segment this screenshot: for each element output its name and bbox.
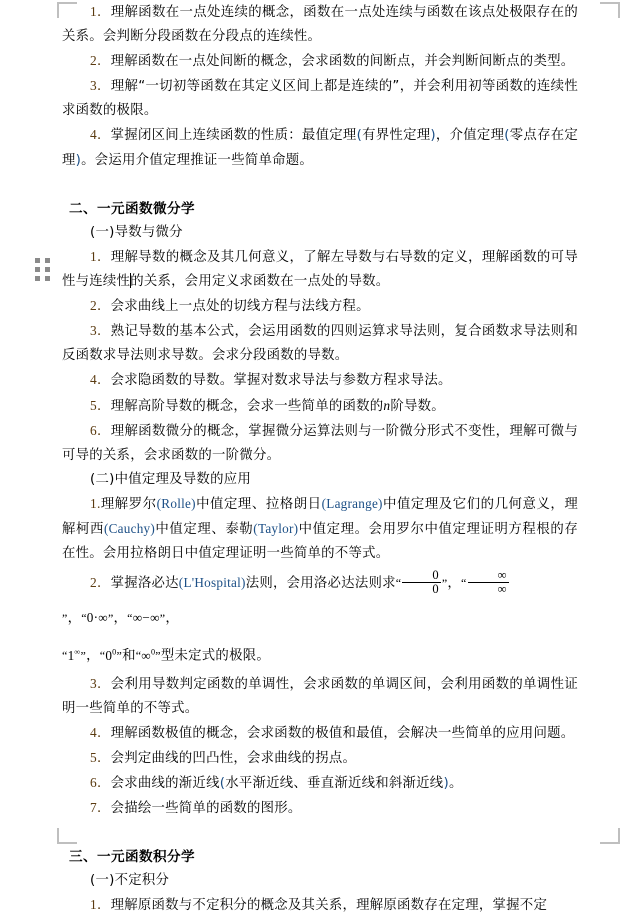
item-text-segment: 。	[448, 775, 463, 791]
item-text-segment: 。会运用介值定理推证一些简单命题。	[81, 152, 314, 168]
drag-dot	[45, 276, 50, 281]
list-item	[62, 319, 578, 368]
item-text: 理解函数极值的概念，会求函数的极值和最值，会解决一些简单的应用问题。	[110, 725, 575, 741]
item-text-segment: 中值定理、泰勒	[155, 521, 254, 537]
page-corner-mark-top-right	[600, 2, 620, 18]
item-text: 熟记导数的基本公式，会运用函数的四则运算求导法则，复合函数求导法则和反函数求导法则求导数。会求分段函数的导数。	[62, 324, 578, 364]
item-number: 4．	[90, 724, 111, 740]
item-number: 4．	[90, 127, 111, 143]
latin-term: (Taylor)	[253, 520, 299, 536]
quote-close: ”	[80, 648, 87, 663]
item-text-segment: 型未定式的极限。	[160, 648, 270, 664]
quote-open: “	[395, 576, 402, 591]
indeterminate-form-fraction	[402, 569, 441, 596]
section-heading-3: 三、一元函数积分学	[69, 849, 195, 866]
joiner-text: 和	[122, 648, 136, 664]
item-text-segment: 阶导数。	[390, 398, 445, 414]
quote-open: “	[127, 611, 133, 626]
fraction-denominator: ∞	[468, 582, 509, 596]
paragraph-spacer	[62, 821, 578, 845]
item-number: 2．	[90, 53, 111, 69]
latin-term: (Rolle)	[156, 495, 196, 511]
drag-dot	[35, 267, 40, 272]
item-text: 会描绘一些简单的函数的图形。	[110, 801, 302, 817]
paren-open: (	[504, 128, 510, 144]
list-item	[62, 74, 578, 123]
paren-content: 零点存在定理	[62, 128, 579, 168]
item-text-segment: 理解高阶导数的概念，会求一些简单的函数的	[110, 398, 384, 414]
power-exponent: 0	[150, 647, 156, 657]
item-text-segment: 法则，会用洛必达法则求	[245, 576, 396, 592]
quote-close: ”	[441, 576, 448, 591]
quote-open: “	[135, 648, 142, 663]
list-item	[62, 721, 578, 746]
item-text-segment: 会求曲线的渐近线	[110, 775, 220, 791]
drag-dot	[35, 258, 40, 263]
power-exponent: ∞	[74, 647, 81, 657]
item-text: 会利用导数判定函数的单调性，会求函数的单调区间，会利用函数的单调性证明一些简单的不等式。	[62, 676, 578, 716]
item-number: 3．	[90, 78, 111, 94]
list-item	[62, 123, 578, 172]
latin-term: (L'Hospital)	[178, 575, 246, 591]
paren-content: 有界性定理	[362, 128, 431, 144]
quote-close: ”	[62, 611, 68, 626]
item-text-segment: 的关系，会用定义求函数在一点处的导数。	[130, 274, 390, 290]
list-item	[62, 893, 578, 918]
indeterminate-form: ∞−∞	[132, 610, 160, 626]
item-number: 6．	[90, 422, 111, 438]
quote-open: “	[461, 576, 467, 591]
quote-open: “	[81, 611, 87, 626]
page-corner-mark-bottom-right	[600, 828, 620, 844]
item-text-segment: 掌握闭区间上连续函数的性质：最值定理	[110, 128, 357, 144]
power-exponent: 0	[112, 647, 117, 657]
item-text: 理解函数在一点处连续的概念，函数在一点处连续与函数在该点处极限存在的关系。会判断分段函数在分段点的连续性。	[62, 5, 578, 45]
math-variable: n	[383, 397, 391, 413]
item-text-segment: 中值定理及它们的几何意义，理解柯西	[62, 496, 579, 537]
list-item	[62, 368, 578, 393]
paren-content: 水平渐近线、垂直渐近线和斜渐近线	[225, 775, 444, 791]
item-text-segment: 理解罗尔	[100, 496, 157, 512]
item-text-segment: 中值定理、拉格朗日	[195, 496, 322, 512]
drag-handle-dots-icon[interactable]	[35, 258, 50, 281]
list-item	[62, 796, 578, 821]
subsection-heading-2-2: (二)中值定理及导数的应用	[90, 471, 251, 487]
item-text: 会判定曲线的凹凸性，会求曲线的拐点。	[110, 750, 357, 766]
paren-open: (	[219, 775, 226, 791]
latin-term: (Lagrange)	[321, 495, 383, 511]
list-item	[62, 492, 578, 566]
quote-open: “	[99, 648, 106, 663]
indeterminate-form-power	[68, 648, 81, 663]
item-text-segment: 理解导数的概念及其几何意义，了解左导数与右导数的定义，理解函数的可导性与连续性	[62, 249, 578, 290]
list-item	[62, 394, 578, 419]
power-base: 0	[105, 647, 113, 663]
fraction-numerator: 0	[432, 567, 439, 582]
paren-close: )	[430, 128, 436, 144]
section-heading-2: 二、一元函数微分学	[69, 200, 195, 217]
item-number: 6．	[90, 774, 111, 790]
item-text: 会求隐函数的导数。掌握对数求导法与参数方程求导法。	[110, 373, 452, 389]
list-item	[62, 771, 578, 796]
indeterminate-form-power	[141, 648, 155, 663]
subsection-heading-2-1: (一)导数与微分	[90, 224, 183, 240]
quote-close: ”	[159, 611, 166, 626]
indeterminate-form: 0·∞	[86, 610, 108, 626]
drag-dot	[45, 258, 50, 263]
item-text-segment: ，介值定理	[435, 128, 505, 144]
item-number: 5．	[90, 749, 111, 765]
item-number: 4．	[90, 372, 111, 388]
item-text: 会求曲线上一点处的切线方程与法线方程。	[110, 299, 370, 315]
latin-term: (Cauchy)	[103, 520, 156, 536]
list-item-lhospital: 2．掌握洛必达(L'Hospital)法则，会用洛必达法则求“ $\frac{0}{0}$ ”，“ $\frac{\infty}{\infty}$ ”，“0·∞”，“∞−∞”，	[62, 567, 507, 627]
list-item	[62, 0, 578, 49]
list-item	[62, 294, 578, 319]
quote-open: “	[62, 648, 68, 663]
paragraph-spacer	[62, 173, 578, 197]
drag-dot	[45, 267, 50, 272]
fraction-denominator: 0	[402, 582, 441, 596]
item-number: 2．	[90, 575, 111, 591]
item-number: 3．	[90, 323, 111, 339]
list-item	[62, 245, 578, 294]
list-item-lhospital-cont: “1∞”，“$0^0$”和“∞$^0$”型未定式的极限。	[62, 647, 270, 664]
item-text-segment: 中值定理。会用罗尔中值定理证明方程根的存在性。会用拉格朗日中值定理证明一些简单的不等式。	[62, 521, 579, 562]
list-item	[62, 49, 578, 74]
item-number: 3．	[90, 675, 111, 691]
item-text-segment: 掌握洛必达	[110, 576, 179, 592]
item-number: 1.	[90, 495, 101, 511]
drag-dot	[35, 276, 40, 281]
item-number: 7．	[90, 800, 111, 816]
list-item	[62, 672, 578, 721]
paren-close: )	[75, 152, 82, 168]
paren-open: (	[356, 128, 363, 144]
item-number: 5．	[90, 397, 111, 413]
paren-close: )	[443, 775, 449, 791]
item-number: 1．	[90, 4, 111, 19]
quote-close: ”	[107, 611, 114, 626]
fraction-numerator: ∞	[497, 567, 507, 582]
list-item	[62, 419, 578, 468]
item-text: 理解函数在一点处间断的概念，会求函数的间断点，并会判断间断点的类型。	[110, 54, 575, 70]
item-text: 理解函数微分的概念，掌握微分运算法则与一阶微分形式不变性，理解可微与可导的关系，会求函数的一阶微分。	[62, 423, 578, 463]
quote-close: ”	[155, 648, 161, 663]
document-body[interactable]	[62, 0, 578, 918]
item-text: 理解原函数与不定积分的概念及其关系，理解原函数存在定理，掌握不定	[110, 898, 548, 914]
indeterminate-form-fraction	[468, 569, 509, 596]
quote-close: ”	[116, 648, 123, 663]
item-text: 理解“一切初等函数在其定义区间上都是连续的”，并会利用初等函数的连续性求函数的极限。	[62, 79, 578, 119]
subsection-heading-3-1: (一)不定积分	[90, 873, 170, 889]
item-number: 1．	[90, 897, 111, 913]
indeterminate-form-power	[105, 648, 116, 663]
list-item	[62, 746, 578, 771]
power-base: ∞	[141, 647, 151, 663]
item-number: 2．	[90, 298, 111, 314]
item-number: 1．	[90, 248, 111, 264]
power-base: 1	[67, 647, 75, 663]
